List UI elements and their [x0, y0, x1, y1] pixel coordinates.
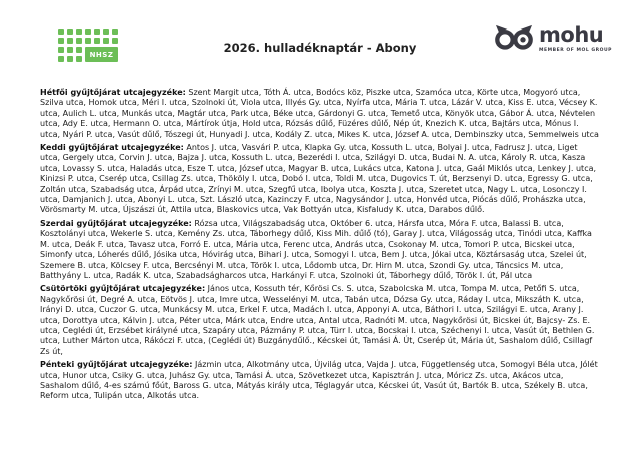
street-list-wednesday: Rózsa utca, Világszabadság utca, Október 6. utca, Hársfa utca, Móra F. utca, Balassi B. utca, Kosztolányi utca, Wekerle S. utca, Kemény Zs. utca, Táborhegy dűlő, Kiss Mih. dűlő (tó), Garay J. utca, Világosság utca, Tinódi utca, Kaffka M. utca, Deák F. utca, Tavasz utca, Forró E. utca, Mária utca, Ferenc utca, András utca, Csokonay M. utca, Tomori P. utca, Bicskei utca, Simonfy utca, Lóherés dűlő, Jósika utca, Hóvirág utca, Bihari J. utca, Somogyi I. utca, Bem J. utca, Jókai utca, Köztársaság utca, Szelei út, Szemere B. utca, Kölcsey F. utca, Bercsényi M. utca, Török I. utca, Lődomb utca, Dr. Hirn M. utca, Szondi Gy. utca, Táncsics M. utca, Batthyány L. utca, Radák K. utca, Szabadságharcos utca, Harkányi F. utca, Szolnoki út, Táborhegy dűlő, Török I. út, Pál utca: [40, 218, 592, 280]
nhsz-logo-square: [76, 56, 82, 62]
street-list-tuesday: Antos J. utca, Vasvári P. utca, Klapka Gy. utca, Kossuth L. utca, Bolyai J. utca, Fadrusz J. utca, Liget utca, Gergely utca, Corvin J. utca, Bajza J. utca, Kossuth L. utca, Bezerédi I. utca, Szilágyi D. utca, Budai N. A. utca, Károly R. utca, Kasza utca, Lovassy S. utca, Haladás utca, Esze T. utca, József utca, Magyar B. utca, Lukács utca, Katona J. utca, Gaál Miklós utca, Lenkey J. utca, Kinizsi P. utca, Cserép utca, Csillag Zs. utca, Thököly I. utca, Dobó I. utca, Toldi M. utca, Dugovics T. út, Berzsenyi D. utca, Egressy G. utca, Zoltán utca, Szabadság utca, Árpád utca, Zrínyi M. utca, Szegfű utca, Ibolya utca, Koszta J. utca, Szeretet utca, Nagy L. utca, Losonczy I. utca, Damjanich J. utca, Abonyi L. utca, Szt. László utca, Kazinczy F. utca, Nagysándor J. utca, Honvéd utca, Piócás dűlő, Prohászka utca, Vörösmarty M. utca, Újszászi út, Attila utca, Blaskovics utca, Vak Bottyán utca, Kisfaludy K. utca, Darabos dűlő.: [40, 143, 597, 215]
nhsz-logo-square: [76, 29, 82, 35]
day-label-friday: Pénteki gyűjtőjárat utcajegyzéke:: [40, 360, 193, 370]
mohu-logo: [494, 24, 612, 55]
day-label-wednesday: Szerdai gyűjtőjárat utcajegyzéke:: [40, 218, 192, 228]
nhsz-logo-square: [85, 29, 91, 35]
nhsz-logo-text: NHSZ: [85, 47, 118, 62]
day-label-thursday: Csütörtöki gyűjtőjárat utcajegyzéke:: [40, 284, 206, 294]
day-label-tuesday: Keddi gyűjtőjárat utcajegyzéke:: [40, 143, 184, 153]
schedule-tuesday: [40, 143, 600, 216]
schedule-list: [40, 88, 600, 405]
schedule-thursday: [40, 284, 600, 357]
nhsz-logo-square: [112, 29, 118, 35]
mohu-logo-text: mohu: [539, 23, 604, 47]
page-title: 2026. hulladéknaptár - Abony: [223, 41, 417, 55]
nhsz-logo-square: [94, 29, 100, 35]
schedule-wednesday: [40, 219, 600, 281]
schedule-monday: [40, 88, 600, 140]
street-list-thursday: János utca, Kossuth tér, Kőrösi Cs. S. utca, Szabolcska M. utca, Tompa M. utca, Petőfi S. utca, Nagykőrösi út, Degré A. utca, Eötvös J. utca, Imre utca, Wesselényi M. utca, Tabán utca, Dózsa Gy. utca, Ráday I. utca, Mikszáth K. utca, Irányi D. utca, Cuczor G. utca, Munkácsy M. utca, Erkel F. utca, Madách I. utca, Apponyi A. utca, Báthori I. utca, Szilágyi E. utca, Arany J. utca, Dorottya utca, Kálvin J. utca, Péter utca, Márk utca, Endre utca, Antal utca, Radnóti M. utca, Nagykőrösi út, Bicskei út, Bajcsy- Zs. E. utca, Ceglédi út, Erzsébet királyné utca, Szapáry utca, Pázmány P. utca, Türr I. utca, Bocskai I. utca, Széchenyi I. utca, Vasút út, Bethlen G. utca, Luther Márton utca, Rákóczi F. utca, (Ceglédi út) Buzgánydűlő., Kécskei út, Tamási Á. Út, Cserép út, Mária út, Sashalom dűlő, Csillagf Zs út,: [40, 284, 595, 356]
nhsz-logo-square: [103, 29, 109, 35]
nhsz-logo-square: [58, 29, 64, 35]
mohu-logo-subtitle: MEMBER OF MOL GROUP: [539, 48, 612, 53]
nhsz-logo-square: [67, 29, 73, 35]
mohu-owl-icon: [494, 24, 534, 55]
nhsz-logo-square: [58, 56, 64, 62]
mohu-logo-text-block: [539, 24, 612, 53]
nhsz-logo-square: [67, 56, 73, 62]
street-list-friday: Jázmin utca, Alkotmány utca, Újvilág utca, Vajda J. utca, Függetlenség utca, Somogyi Béla utca, Jólét utca, Hunor utca, Csiky G. utca, Juhász Gy. utca, Tamási Á. utca, Szövetkezet utca, Kapisztrán J. utca, Móricz Zs. utca, Akácos utca, Sashalom dűlő, 4-es számú főút, Baross G. utca, Mátyás király utca, Téglagyár utca, Kécskei út, Vasút út, Bartók B. utca, Székely B. utca, Reform utca, Tulipán utca, Alkotás utca.: [40, 360, 598, 401]
street-list-monday: Szent Margit utca, Tóth Á. utca, Bodócs köz, Piszke utca, Szamóca utca, Körte utca, Mogyoró utca, Szilva utca, Homok utca, Méri I. utca, Szolnoki út, Viola utca, Illyés Gy. utca, Nyírfa utca, Mária T. utca, Lázár V. utca, Kiss E. utca, Vécsey K. utca, Aulich L. utca, Munkás utca, Magtár utca, Park utca, Béke utca, Gárdonyi G. utca, Temető utca, Könyök utca, Gábor Á. utca, Névtelen utca, Ady E. utca, Hermann O. utca, Mártírok útja, Hold utca, Rózsás dűlő, Füzéres dűlő, Nép út, Knezich K. utca, Bajtárs utca, Mónus I. utca, Nyári P. utca, Vasút dűlő, Tószegi út, Hunyadi J. utca, Kodály Z. utca, Mikes K. utca, József A. utca, Dembinszky utca, Semmelweis utca: [40, 88, 599, 139]
schedule-friday: [40, 360, 600, 402]
day-label-monday: Hétfői gyűjtőjárat utcajegyzéke:: [40, 88, 186, 97]
